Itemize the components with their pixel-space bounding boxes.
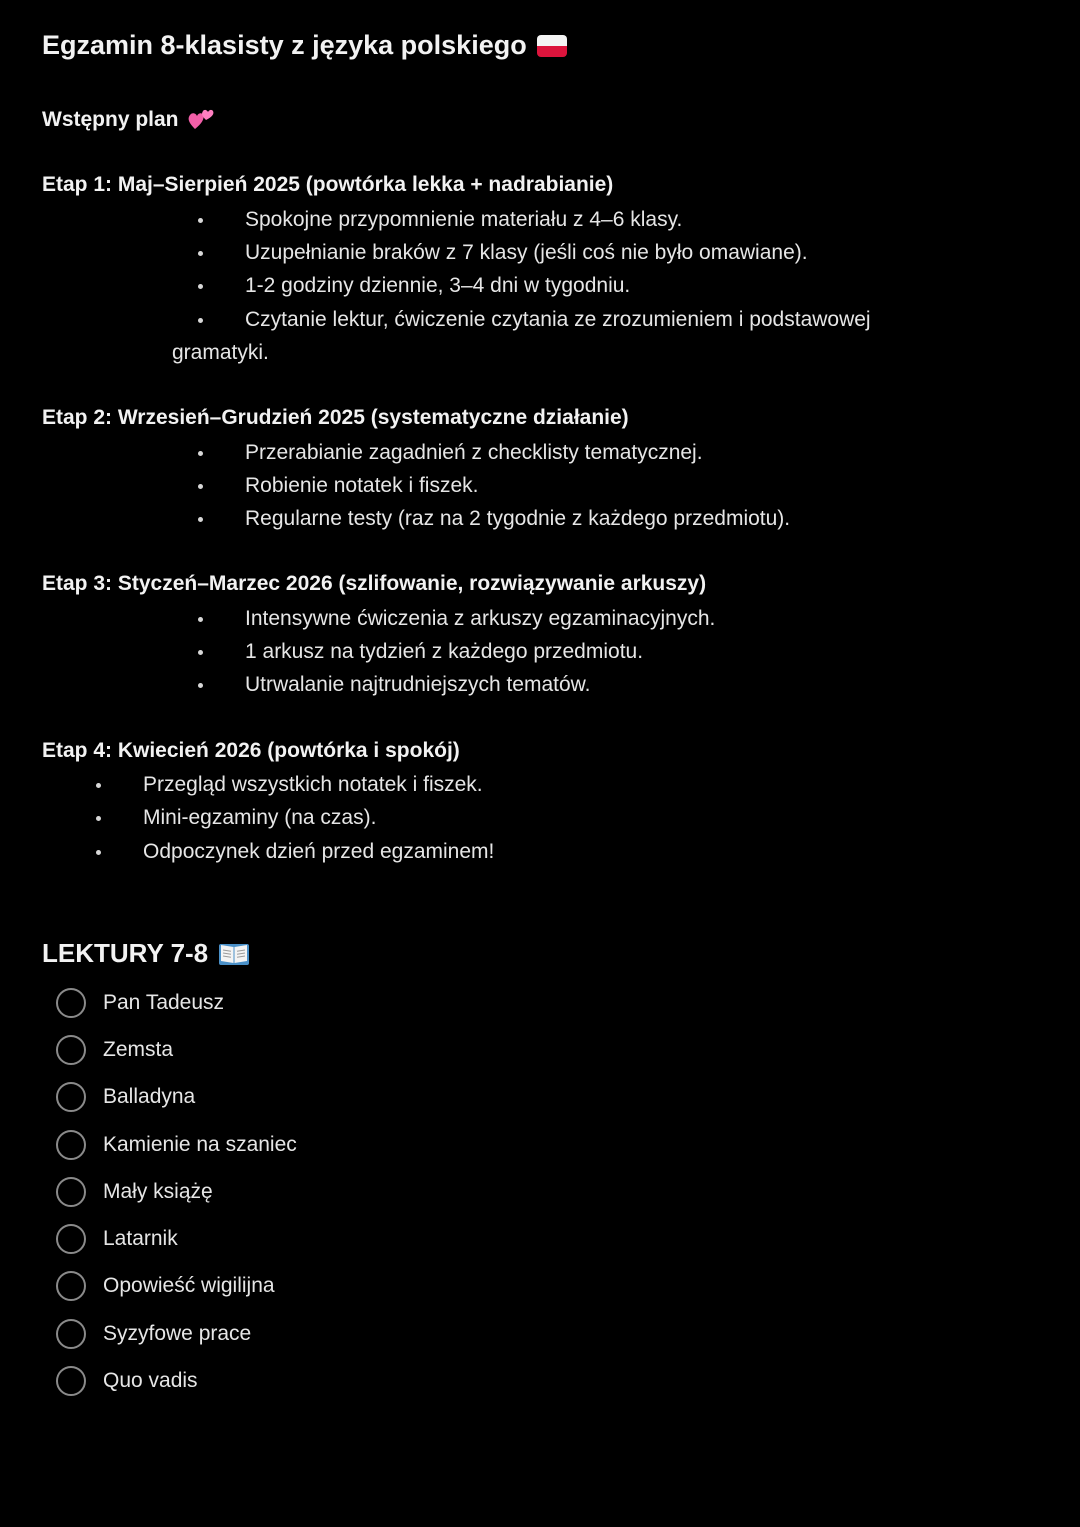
checkbox-circle[interactable] xyxy=(56,1366,86,1396)
bullet-dot xyxy=(198,284,203,289)
checkbox-circle[interactable] xyxy=(56,1319,86,1349)
etap-3-item: Utrwalanie najtrudniejszych tematów. xyxy=(245,672,591,698)
lektura-label: Quo vadis xyxy=(103,1369,198,1392)
etap-4-heading: Etap 4: Kwiecień 2026 (powtórka i spokój) xyxy=(42,739,460,762)
bullet-dot xyxy=(198,617,203,622)
lektura-label: Mały książę xyxy=(103,1180,213,1203)
subtitle-text: Wstępny plan xyxy=(42,108,179,131)
lektura-item-pan-tadeusz xyxy=(56,985,224,1021)
etap-1-item: Spokojne przypomnienie materiału z 4–6 klasy. xyxy=(245,207,682,233)
checkbox-circle[interactable] xyxy=(56,1082,86,1112)
checkbox-circle[interactable] xyxy=(56,988,86,1018)
lektura-label: Latarnik xyxy=(103,1227,178,1250)
page-title-text: Egzamin 8-klasisty z języka polskiego xyxy=(42,30,527,60)
checkbox-circle[interactable] xyxy=(56,1271,86,1301)
etap-3-heading: Etap 3: Styczeń–Marzec 2026 (szlifowanie, rozwiązywanie arkuszy) xyxy=(42,572,707,595)
lektura-label: Zemsta xyxy=(103,1038,174,1061)
etap-4-item: Mini-egzaminy (na czas). xyxy=(143,805,376,831)
etap-1-item: Uzupełnianie braków z 7 klasy (jeśli coś nie było omawiane). xyxy=(245,240,808,266)
lektura-item-balladyna xyxy=(56,1079,195,1115)
checkbox-circle[interactable] xyxy=(56,1130,86,1160)
open-book-icon xyxy=(218,941,250,967)
poland-flag-icon xyxy=(537,35,567,57)
lektury-heading-text: LEKTURY 7-8 xyxy=(42,938,209,968)
lektura-label: Kamienie na szaniec xyxy=(103,1133,297,1156)
etap-4-item: Przegląd wszystkich notatek i fiszek. xyxy=(143,772,483,798)
bullet-dot xyxy=(96,783,101,788)
lektura-item-zemsta xyxy=(56,1032,173,1068)
subtitle xyxy=(42,107,215,133)
bullet-dot xyxy=(198,683,203,688)
etap-1-heading: Etap 1: Maj–Sierpień 2025 (powtórka lekka + nadrabianie) xyxy=(42,173,614,196)
checkbox-circle[interactable] xyxy=(56,1035,86,1065)
etap-1-item: 1-2 godziny dziennie, 3–4 dni w tygodniu. xyxy=(245,273,630,299)
lektury-heading xyxy=(42,938,250,969)
bullet-dot xyxy=(198,451,203,456)
etap-3-item: Intensywne ćwiczenia z arkuszy egzaminacyjnych. xyxy=(245,606,715,632)
bullet-dot xyxy=(198,218,203,223)
page-title xyxy=(42,30,567,61)
etap-1-item: Czytanie lektur, ćwiczenie czytania ze zrozumieniem i podstawowej xyxy=(245,307,871,333)
lektura-item-opowiesc-wigilijna xyxy=(56,1268,275,1304)
bullet-dot xyxy=(198,251,203,256)
etap-4-item: Odpoczynek dzień przed egzaminem! xyxy=(143,839,494,865)
lektura-label: Syzyfowe prace xyxy=(103,1322,252,1345)
lektura-item-latarnik xyxy=(56,1221,178,1257)
etap-2-item: Przerabianie zagadnień z checklisty tematycznej. xyxy=(245,440,703,466)
lektura-label: Opowieść wigilijna xyxy=(103,1274,275,1297)
etap-2-item: Regularne testy (raz na 2 tygodnie z każdego przedmiotu). xyxy=(245,506,790,532)
bullet-dot xyxy=(198,318,203,323)
bullet-dot xyxy=(96,816,101,821)
lektura-item-maly-ksiaze xyxy=(56,1174,213,1210)
bullet-dot xyxy=(198,650,203,655)
lektura-item-syzyfowe-prace xyxy=(56,1316,251,1352)
etap-2-item: Robienie notatek i fiszek. xyxy=(245,473,478,499)
lektura-item-quo-vadis xyxy=(56,1363,198,1399)
bullet-dot xyxy=(96,850,101,855)
bullet-dot xyxy=(198,484,203,489)
checkbox-circle[interactable] xyxy=(56,1177,86,1207)
bullet-dot xyxy=(198,517,203,522)
lektura-item-kamienie-na-szaniec xyxy=(56,1127,297,1163)
two-hearts-icon xyxy=(187,107,215,133)
lektura-label: Pan Tadeusz xyxy=(103,991,225,1014)
etap-3-item: 1 arkusz na tydzień z każdego przedmiotu. xyxy=(245,639,643,665)
lektura-label: Balladyna xyxy=(103,1085,196,1108)
etap-1-item-continuation: gramatyki. xyxy=(172,341,269,364)
checkbox-circle[interactable] xyxy=(56,1224,86,1254)
etap-2-heading: Etap 2: Wrzesień–Grudzień 2025 (systematyczne działanie) xyxy=(42,406,629,429)
